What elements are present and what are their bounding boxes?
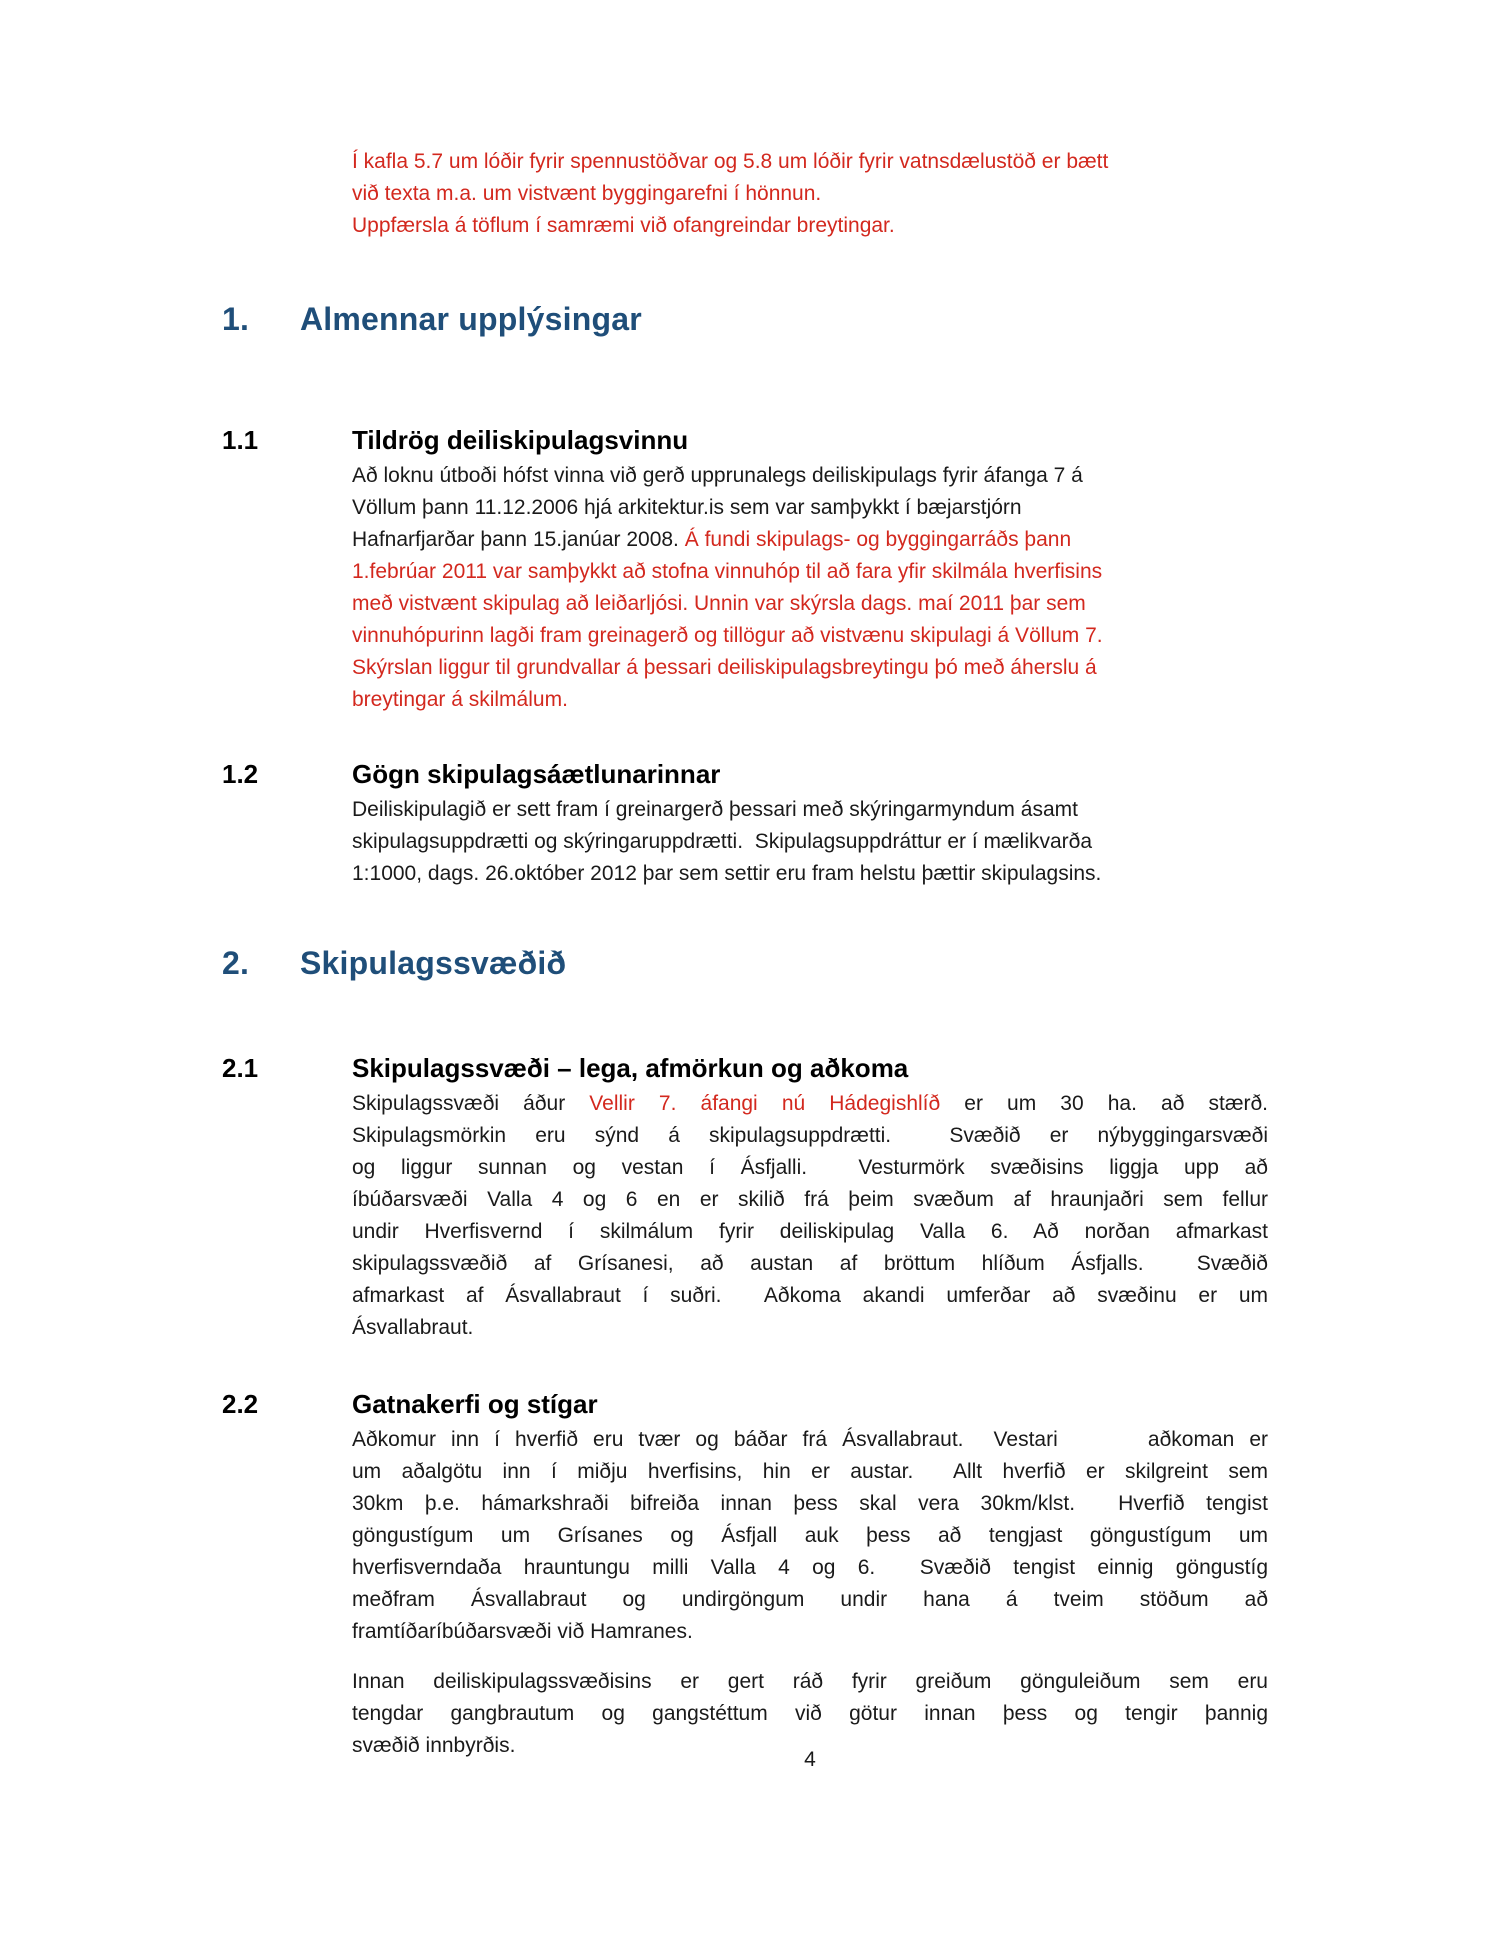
text-line: Skipulagsmörkin eru sýnd á skipulagsuppdrætti. Svæðið er nýbyggingarsvæði xyxy=(352,1124,1268,1147)
chapter-heading-2 xyxy=(222,944,566,982)
chapter-2-title: Skipulagssvæðið xyxy=(300,945,567,981)
section-1-1-body xyxy=(352,460,1268,716)
section-heading-1-2 xyxy=(222,758,720,790)
section-heading-2-1 xyxy=(222,1052,908,1084)
text-line: Deiliskipulagið er sett fram í greinargerð þessari með skýringarmyndum ásamt xyxy=(352,798,1078,821)
text-line: hverfisverndaða hrauntungu milli Valla 4 og 6. Svæðið tengist einnig göngustíg xyxy=(352,1556,1268,1579)
text-line: framtíðaríbúðarsvæði við Hamranes. xyxy=(352,1620,693,1643)
text-line: vinnuhópurinn lagði fram greinagerð og tillögur að vistvænu skipulagi á Völlum 7. xyxy=(352,624,1103,647)
revision-note xyxy=(352,146,1268,242)
section-2-1-title: Skipulagssvæði – lega, afmörkun og aðkoma xyxy=(352,1053,909,1083)
section-1-2-body xyxy=(352,794,1268,890)
text-line: afmarkast af Ásvallabraut í suðri. Aðkoma akandi umferðar að svæðinu er um xyxy=(352,1284,1268,1307)
text-line: meðfram Ásvallabraut og undirgöngum undir hana á tveim stöðum að xyxy=(352,1588,1268,1611)
text-line: undir Hverfisvernd í skilmálum fyrir deiliskipulag Valla 6. Að norðan afmarkast xyxy=(352,1220,1268,1243)
text-line: Í kafla 5.7 um lóðir fyrir spennustöðvar og 5.8 um lóðir fyrir vatnsdælustöð er bætt xyxy=(352,150,1109,173)
text-line: Innan deiliskipulagssvæðisins er gert ráð fyrir greiðum gönguleiðum sem eru xyxy=(352,1670,1268,1693)
text-line: Að loknu útboði hófst vinna við gerð upprunalegs deiliskipulags fyrir áfanga 7 á xyxy=(352,464,1083,487)
text-line: Skipulagssvæði áður Vellir 7. áfangi nú Hádegishlíð er um 30 ha. að stærð. xyxy=(352,1092,1269,1115)
text-line: Hafnarfjarðar þann 15.janúar 2008. Á fundi skipulags- og byggingarráðs þann xyxy=(352,528,1072,551)
text-line: Aðkomur inn í hverfið eru tvær og báðar frá Ásvallabraut. Vestari aðkoman er xyxy=(352,1428,1268,1451)
text-line: með vistvænt skipulag að leiðarljósi. Unnin var skýrsla dags. maí 2011 þar sem xyxy=(352,592,1086,615)
chapter-1-title: Almennar upplýsingar xyxy=(300,301,642,337)
text-line: 1:1000, dags. 26.október 2012 þar sem settir eru fram helstu þættir skipulagsins. xyxy=(352,862,1102,885)
section-2-2-body-paragraph-1 xyxy=(352,1424,1268,1648)
page-number: 4 xyxy=(804,1748,816,1771)
chapter-heading-1 xyxy=(222,300,642,338)
text-line: svæðið innbyrðis. xyxy=(352,1734,516,1757)
text-line: göngustígum um Grísanes og Ásfjall auk þess að tengjast göngustígum um xyxy=(352,1524,1268,1547)
text-line: um aðalgötu inn í miðju hverfisins, hin er austar. Allt hverfið er skilgreint sem xyxy=(352,1460,1268,1483)
section-1-1-title: Tildrög deiliskipulagsvinnu xyxy=(352,425,689,455)
text-line: tengdar gangbrautum og gangstéttum við götur innan þess og tengir þannig xyxy=(352,1702,1268,1725)
text-line: Ásvallabraut. xyxy=(352,1316,474,1339)
text-line: við texta m.a. um vistvænt byggingarefni í hönnun. xyxy=(352,182,822,205)
section-2-1-body xyxy=(352,1088,1268,1344)
section-1-1-number: 1.1 xyxy=(222,425,259,455)
section-heading-1-1 xyxy=(222,424,688,456)
section-2-2-number: 2.2 xyxy=(222,1389,259,1419)
chapter-2-number: 2. xyxy=(222,945,250,981)
chapter-1-number: 1. xyxy=(222,301,250,337)
section-1-2-title: Gögn skipulagsáætlunarinnar xyxy=(352,759,721,789)
section-1-2-number: 1.2 xyxy=(222,759,259,789)
text-line: skipulagsuppdrætti og skýringaruppdrætti. Skipulagsuppdráttur er í mælikvarða xyxy=(352,830,1093,853)
text-line: 1.febrúar 2011 var samþykkt að stofna vinnuhóp til að fara yfir skilmála hverfisins xyxy=(352,560,1103,583)
section-2-1-number: 2.1 xyxy=(222,1053,259,1083)
section-heading-2-2 xyxy=(222,1388,598,1420)
text-line: Völlum þann 11.12.2006 hjá arkitektur.is sem var samþykkt í bæjarstjórn xyxy=(352,496,1022,519)
text-line: 30km þ.e. hámarkshraði bifreiða innan þess skal vera 30km/klst. Hverfið tengist xyxy=(352,1492,1268,1515)
text-line: Skýrslan liggur til grundvallar á þessari deiliskipulagsbreytingu þó með áherslu á xyxy=(352,656,1097,679)
text-line: skipulagssvæðið af Grísanesi, að austan af bröttum hlíðum Ásfjalls. Svæðið xyxy=(352,1252,1268,1275)
text-line: Uppfærsla á töflum í samræmi við ofangreindar breytingar. xyxy=(352,214,895,237)
section-2-2-title: Gatnakerfi og stígar xyxy=(352,1389,598,1419)
text-line: og liggur sunnan og vestan í Ásfjalli. Vesturmörk svæðisins liggja upp að xyxy=(352,1156,1268,1179)
text-line: breytingar á skilmálum. xyxy=(352,688,568,711)
text-line: íbúðarsvæði Valla 4 og 6 en er skilið frá þeim svæðum af hraunjaðri sem fellur xyxy=(352,1188,1268,1211)
